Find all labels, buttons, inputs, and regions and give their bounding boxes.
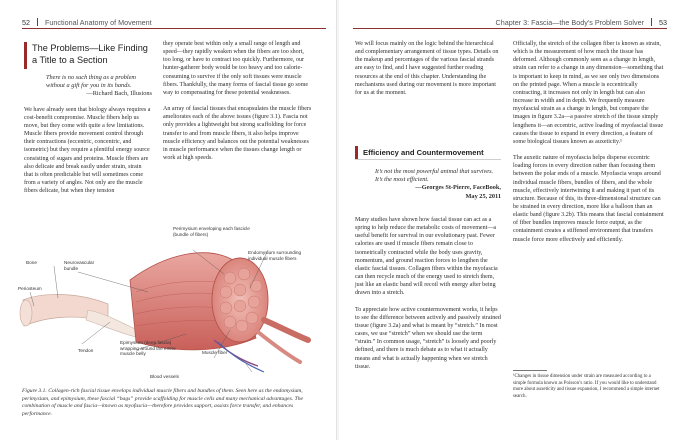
left-page-number: 52 (22, 18, 30, 27)
right-column-1 (355, 40, 501, 105)
left-column-1 (24, 74, 152, 203)
paragraph: We will focus mainly on the logic behind the hierarchical and complementary arrangement of tissue types. Details on the makeup and percentages of the various fascial strands are easy to find, and I have suggested further reading resources at the end of this chapter. Understanding the mechanisms used during our movement is more important for us at the moment. (355, 41, 499, 96)
muscle-fiber-strand (264, 320, 308, 340)
right-page-number: 53 (659, 18, 667, 27)
right-column-2 (513, 40, 665, 252)
paragraph: We have already seen that biology always requires a cost-benefit compromise. Muscle fibers help us move, but they come with quite a few limitations. Muscle fibers provide movement control through their contractions (eccentric, concentric, and isometric) but they require a plentiful energy source consisting of sugars and proteins. Muscle fibers are also delicate and break easily under strain, strain that is often predictable but will sometimes come from a variety of angles. Not only are the muscle fibers delicate, but when they tension (24, 106, 151, 195)
paragraph: To appreciate how active countermovement works, it helps to see the difference between actively and passively strained tissue (figure 3.2a) and what is meant by “stretch.” In most cases, we use “stretch” when we should use the term “strain.” In common usage, “stretch” is loosely and poorly defined, and there is much debate as to what it actually means and what is actually happening when we stretch tissue. (355, 306, 501, 370)
paragraph: Officially, the stretch of the collagen fiber is known as strain, which is the measurement of how much the tissue has deformed. Although commonly seen as a change in length, strain can refer to a change in any dimension—something that is important to keep in mind, as we see only two dimensions on the printed page. When a muscle is eccentrically contracting, it increases not only in length but can also increase in width and in depth. We frequently measure myofascial strain as a change in length, but compare the images in figure 3.2a—a passive stretch of the tissue simply lengthens it—an eccentric, active loading of myofascial tissue causes the tissue to expand in every direction, a feature of some biological tissues known as auxeticity.¹ (513, 41, 664, 145)
right-column-1-body (355, 216, 501, 379)
right-running-title: Chapter 3: Fascia—the Body’s Problem Solver (495, 18, 644, 27)
label-tendon: Tendon (78, 348, 94, 353)
label-muscle-fiber: Muscle fiber (202, 350, 228, 355)
left-header-rule (22, 28, 326, 29)
label-perimysium: Perimysium enveloping each fascicle (bundle of fibers) (173, 226, 250, 237)
figure-3-1-muscle-illustration (18, 222, 323, 382)
label-epimysium: Epimysium (deep fascia) wrapping around the entire muscle belly (120, 340, 176, 357)
left-running-title: Functional Anatomy of Movement (45, 18, 152, 27)
right-page (339, 0, 679, 440)
paragraph: Many studies have shown how fascial tissue can act as a spring to help reduce the metabolic costs of movement—a useful benefit for survival in our evolutionary past. Fewer calories are used if muscle fibers remain close to isometrically contracted while the body uses gravity, momentum, and ground reaction forces to lengthen the elastic fascial tissues. Collagen fibers within the myofascia can then recycle much of the energy used to stretch them, just like an elastic band will recoil with energy after being drawn into a stretch. (355, 217, 498, 297)
left-page (0, 0, 337, 440)
right-running-head (496, 18, 667, 27)
paragraph: The auxetic nature of myofascia helps disperse eccentric loading forces in every direction rather than focusing them between the polar ends of a muscle. Myofascia wraps around individual muscle fibers, bundles of fibers, and the whole muscle, effectively intertwining it and making it part of its structure. Because of this, its three-dimensional structure can be strained in every direction, more like a balloon than an elastic band (figure 3.2b). This means that fascial containment of fiber bundles improves muscle force output, as the containment creates a stiffened environment that transfers muscle force more effectively and efficiently. (513, 155, 664, 243)
label-periosteum: Periosteum (18, 286, 42, 291)
paragraph: An array of fascial tissues that encapsulates the muscle fibers ameliorates each of the above issues (figure 3.1). Fascia not only provides a lightweight but strong scaffolding for force transfer to and from muscle fibers, it also helps improve muscle efficiency and balances out the potential weaknesses in muscle performance when the tissues change length or work at high speeds. (163, 106, 312, 162)
left-column-2 (163, 40, 313, 170)
paragraph: they operate best within only a small range of length and speed—they rapidly weaken when the fibers are too short, too long, or have to contract too quickly. Furthermore, our hunter-gatherer body would be too heavy and too calorie-consuming to survive if the only soft tissues were muscle fibers. Thankfully, the many forms of fascial tissue go some way to compensating for these potential weaknesses. (163, 41, 309, 96)
right-header-rule (353, 28, 667, 29)
epigraph-right: It’s not the most powerful animal that survives. It’s the most efficient. —Georges St-Pierre, FaceBook, May 25, 2011 (375, 168, 501, 200)
section-heading-efficiency: Efficiency and Countermovement (355, 146, 501, 159)
label-neurovascular-bundle: Neurovascular bundle (64, 260, 95, 271)
label-blood-vessels: Blood vessels (150, 374, 179, 379)
label-endomysium: Endomysium surrounding individual muscle fibers (248, 250, 302, 261)
footnote: ¹Changes in tissue dimension under strain are measured according to a simple formula known as Poisson’s ratio. If you would like to understand more about auxeticity and tissue expansion, I recommend a simple internet search. (513, 374, 660, 399)
footnote-rule (513, 370, 547, 371)
left-running-head (22, 18, 152, 27)
epigraph-left: There is no such thing as a problem without a gift for you in its hands. —Richard Bach, Illusions (46, 74, 152, 98)
section-heading-problems: The Problems—Like Finding a Title to a Section (24, 42, 154, 69)
label-bone: Bone (26, 260, 37, 265)
tendon-shape (86, 310, 140, 338)
figure-3-1-caption: Figure 3.1. Collagen-rich fascial tissue envelops individual muscle fibers and bundles of them. Seen here as the endomysium, perimysium, and epimysium, these fascial “bags” provide scaffolding for muscle cells and many mechanical advantages. The combination of muscle and fascia—known as myofascia—therefore provides support, assists force transfer, and enhances performance. (22, 388, 303, 417)
section-rule (355, 159, 501, 160)
